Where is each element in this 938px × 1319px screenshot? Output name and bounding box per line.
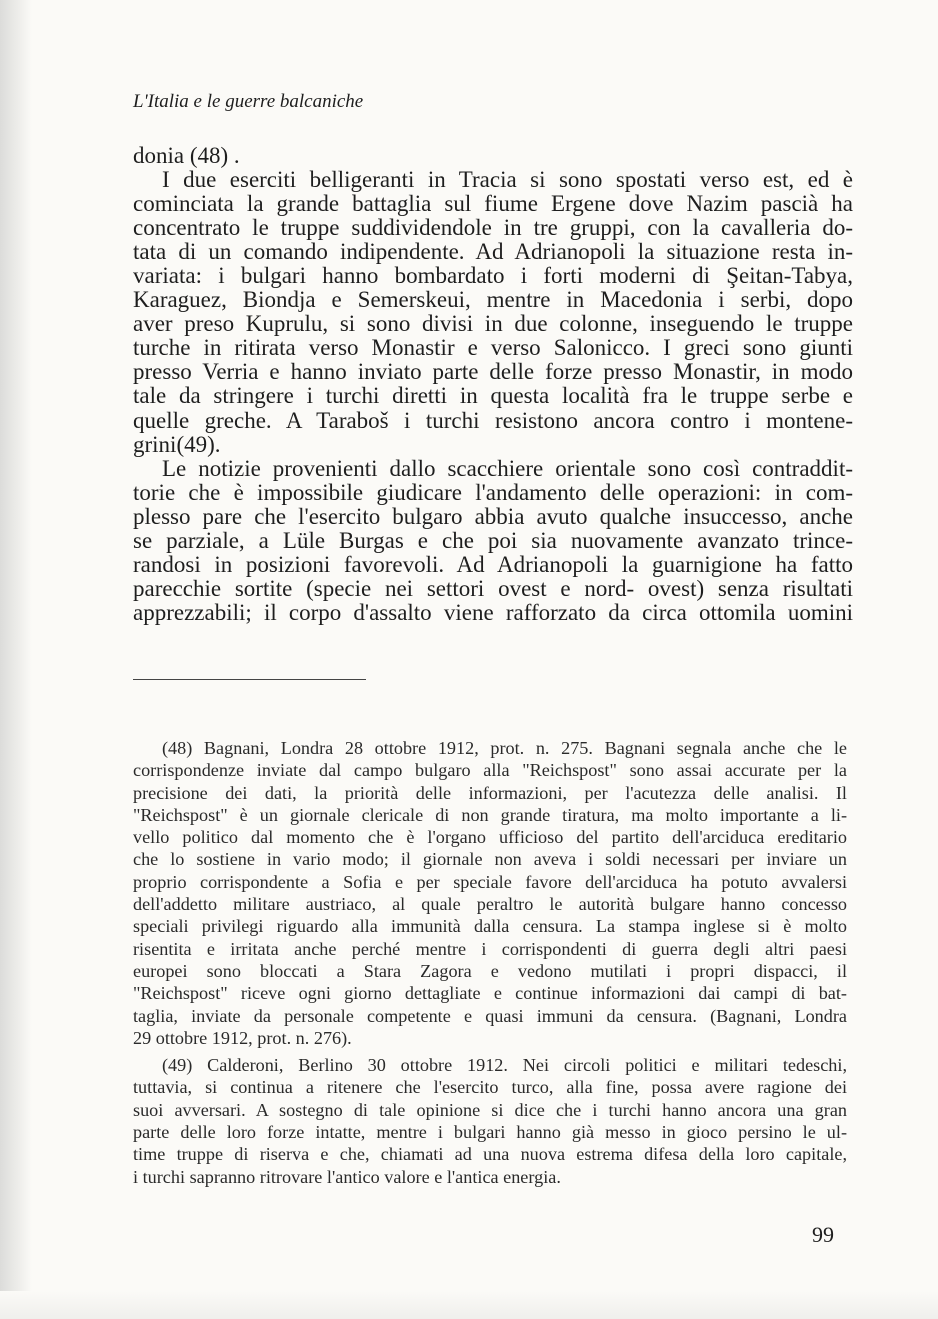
body-line: grini(49). [133, 431, 221, 457]
footnote-line: 29 ottobre 1912, prot. n. 276). [133, 1027, 352, 1048]
body-line: apprezzabili; il corpo d'assalto viene rafforzato da circa ottomila uomini [133, 599, 853, 625]
footnote-line: vello politico dal momento che è l'organo ufficioso del partito dell'arciduca ereditario [133, 827, 847, 848]
body-line: presso Verria e hanno inviato parte delle forze presso Monastir, in modo [133, 359, 853, 385]
body-line: concentrato le truppe suddividendole in tre gruppi, con la cavalleria do- [133, 215, 853, 241]
footnote-line: time truppe di riserva e che, chiamati ad una nuova estrema difesa della loro capitale, [133, 1144, 847, 1165]
body-line: aver preso Kuprulu, si sono divisi in due colonne, inseguendo le truppe [133, 311, 853, 337]
footnote-line: precisione dei dati, la priorità delle informazioni, per l'acutezza delle analisi. Il [133, 782, 847, 803]
footnote-line: parte delle loro forze intatte, mentre i bulgari hanno già messo in gioco persino le ul- [133, 1122, 847, 1143]
body-line: torie che è impossibile giudicare l'andamento delle operazioni: in com- [133, 479, 853, 505]
footnote-line: che lo sostiene in vario modo; il giornale non aveva i soldi necessari per inviare un [133, 849, 847, 870]
body-line: I due eserciti belligeranti in Tracia si sono spostati verso est, ed è [162, 167, 853, 193]
body-line: randosi in posizioni favorevoli. Ad Adrianopoli la guarnigione ha fatto [133, 551, 853, 577]
scan-bottom-shadow [0, 1291, 938, 1319]
body-line: plesso pare che l'esercito bulgaro abbia avuto qualche insuccesso, anche [133, 503, 853, 529]
footnote-line: europei sono bloccati a Stara Zagora e vedono mutilati i propri dispacci, il [133, 960, 847, 981]
footnote-line: risentita e irritata anche perché mentre i corrispondenti di guerra degli altri paesi [133, 938, 847, 959]
footnote-line: (48) Bagnani, Londra 28 ottobre 1912, prot. n. 275. Bagnani segnala anche che le [162, 738, 847, 758]
footnote-line: proprio corrispondente a Sofia e per speciale favore dell'arciduca ha potuto avvalersi [133, 871, 847, 892]
footnote-line: corrispondenze inviate dal campo bulgaro alla "Reichspost" sono assai accurate per la [133, 760, 847, 781]
body-line: se parziale, a Lüle Burgas e che poi sia nuovamente avanzato trince- [133, 527, 853, 553]
body-line: Le notizie provenienti dallo scacchiere orientale sono così contraddit- [162, 455, 853, 481]
body-line: parecchie sortite (specie nei settori ovest e nord- ovest) senza risultati [133, 575, 853, 601]
footnote-line: dell'addetto militare austriaco, al quale peraltro le autorità bulgare hanno concesso [133, 894, 847, 915]
footnote-line: "Reichspost" è un giornale clericale di non grande tiratura, ma molto importante a li- [133, 804, 847, 825]
page-number: 99 [812, 1222, 834, 1247]
footnote-separator [133, 679, 366, 680]
body-line: Karaguez, Biondja e Semerskeui, mentre in Macedonia i serbi, dopo [133, 287, 853, 313]
footnote-line: (49) Calderoni, Berlino 30 ottobre 1912. Nei circoli politici e militari tedeschi, [162, 1055, 847, 1076]
body-text [133, 144, 853, 625]
body-line: quelle greche. A Taraboš i turchi resistono ancora contro i montene- [133, 407, 853, 433]
footnote-line: taglia, inviate da personale competente e quasi immuni da censura. (Bagnani, Londra [133, 1005, 847, 1026]
body-line: cominciata la grande battaglia sul fiume Ergene dove Nazim pascià ha [133, 191, 853, 217]
body-line: tale da stringere i turchi diretti in questa località fra le truppe serbe e [133, 383, 853, 409]
footnote-line: i turchi sapranno ritrovare l'antico valore e l'antica energia. [133, 1166, 561, 1187]
scan-shadow [0, 0, 32, 1319]
footnote-line: tuttavia, si continua a ritenere che l'esercito turco, alla fine, possa avere ragione dei [133, 1077, 847, 1098]
footnote-line: suoi avversari. A sostegno di tale opinione si dice che i turchi hanno ancora una gran [133, 1099, 847, 1120]
running-head: L'Italia e le guerre balcaniche [133, 91, 364, 112]
body-line: turche in ritirata verso Monastir e verso Salonicco. I greci sono giunti [133, 335, 853, 361]
footnote-line: "Reichspost" riceve ogni giorno dettagliate e continue informazioni dai campi di bat- [133, 983, 847, 1004]
body-line: donia (48) . [133, 143, 240, 168]
body-line: variata: i bulgari hanno bombardato i forti moderni di Şeitan-Tabya, [133, 263, 853, 289]
body-line: tata di un comando indipendente. Ad Adrianopoli la situazione resta in- [133, 239, 853, 265]
footnote-line: speciali privilegi riguardo alla immunità dalla censura. La stampa inglese si è molto [133, 916, 847, 937]
footnotes [133, 737, 847, 1188]
